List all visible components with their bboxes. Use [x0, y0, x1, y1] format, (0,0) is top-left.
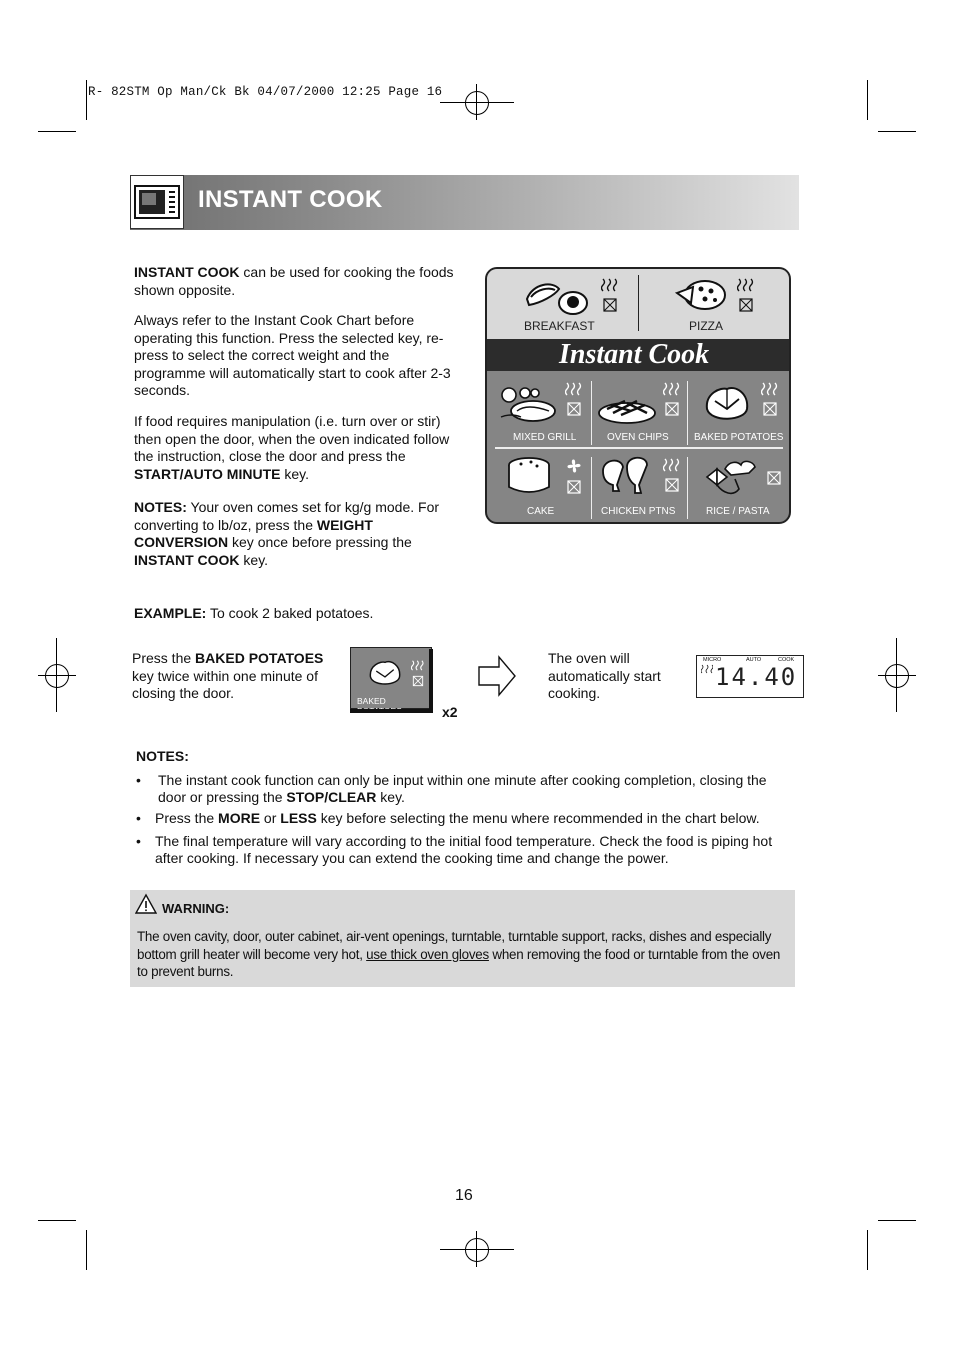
crop-mark — [86, 1230, 87, 1270]
display-label-cook: COOK — [778, 657, 795, 663]
crop-mark — [38, 1220, 76, 1221]
intro-paragraph-3: If food requires manipulation (i.e. turn over or stir) then open the door, when the oven indicated follow the instruction, close the door and press the START/AUTO MINUTE key. — [134, 413, 450, 482]
mixed-grill-icon — [497, 381, 559, 425]
example-line: EXAMPLE: To cook 2 baked potatoes. — [134, 605, 374, 621]
chicken-pieces-icon — [597, 455, 659, 501]
pizza-label: PIZZA — [689, 319, 724, 333]
example-instruction: Press the BAKED POTATOES key twice within one minute of closing the door. — [132, 650, 324, 702]
breakfast-label: BREAKFAST — [524, 319, 595, 333]
cake-label: CAKE — [527, 506, 555, 517]
oven-display — [696, 655, 804, 698]
intro-paragraph-1: INSTANT COOK can be used for cooking the foods shown opposite. — [134, 264, 454, 298]
times-label: x2 — [442, 704, 458, 720]
chicken-pieces-label: CHICKEN PTNS — [601, 506, 676, 517]
cake-icon — [505, 455, 557, 499]
panel-title: Instant Cook — [559, 339, 710, 370]
print-slug: R- 82STM Op Man/Ck Bk 04/07/2000 12:25 Page 16 — [88, 85, 443, 99]
pizza-icon — [675, 275, 729, 315]
crop-mark — [867, 80, 868, 120]
oven-chips-icon — [597, 387, 659, 427]
grill-micro-icon — [601, 277, 619, 315]
micro-icon — [765, 469, 783, 487]
grill-micro-icon — [565, 381, 583, 419]
page-number: 16 — [455, 1187, 473, 1204]
intro-paragraph-2: Always refer to the Instant Cook Chart before operating this function. Press the selected key, re-press to select the correct weight and the programme will automatically start to cook after 2-3 seconds. — [134, 312, 451, 399]
note-bullet-2: • Press the MORE or LESS key before selecting the menu where recommended in the chart below. — [136, 810, 760, 826]
microwave-icon — [130, 175, 184, 229]
warning-box — [130, 890, 795, 987]
grill-micro-icon — [663, 457, 681, 495]
rice-pasta-label: RICE / PASTA — [706, 506, 770, 517]
baked-potatoes-key — [350, 647, 432, 709]
note-bullet-1: • The instant cook function can only be input within one minute after cooking completion, closing the door or pressing the STOP/CLEAR key. — [136, 772, 767, 806]
display-label-micro: MICRO — [703, 657, 722, 663]
crop-mark — [38, 131, 76, 132]
grill-micro-icon — [737, 277, 755, 315]
baked-potatoes-icon — [365, 658, 405, 690]
warning-icon — [135, 893, 157, 915]
crop-mark — [878, 1220, 916, 1221]
grill-micro-icon — [411, 658, 425, 690]
notes-title: NOTES: — [136, 748, 189, 764]
page-title: INSTANT COOK — [198, 186, 383, 213]
breakfast-icon — [523, 275, 589, 319]
crop-mark — [867, 1230, 868, 1270]
arrow-right-icon — [477, 655, 517, 697]
grill-micro-icon — [663, 381, 681, 419]
grill-micro-icon — [761, 381, 779, 419]
baked-potatoes-icon — [701, 383, 753, 427]
result-text: The oven will automatically start cooking. — [548, 650, 661, 702]
note-bullet-3: • The final temperature will vary according to the initial food temperature. Check the food is piping hot after cooking. If necessary you can extend the cooking time and change the power. — [136, 833, 773, 867]
warning-text: The oven cavity, door, outer cabinet, air-vent openings, turntable, turntable support, racks, dishes and especially bottom grill heater will become very hot, use thick oven gloves when removing the food or turntable from the oven to prevent burns. — [137, 929, 781, 980]
baked-potatoes-label: BAKED POTATOES — [694, 432, 784, 443]
mixed-grill-label: MIXED GRILL — [513, 432, 577, 443]
oven-chips-label: OVEN CHIPS — [607, 432, 669, 443]
wave-icon — [701, 664, 713, 674]
display-time: 14.40 — [715, 663, 798, 691]
intro-notes: NOTES: Your oven comes set for kg/g mode. For converting to lb/oz, press the WEIGHT CONVERSION key once before pressing the INSTANT COOK key. — [134, 499, 440, 568]
fan-oven-icon — [565, 457, 583, 497]
rice-pasta-icon — [703, 455, 759, 501]
instant-cook-panel — [485, 267, 791, 524]
key-label: BAKED — [357, 696, 386, 706]
warning-title: WARNING: — [162, 901, 230, 916]
crop-mark — [878, 131, 916, 132]
crop-mark — [86, 80, 87, 120]
display-label-auto: AUTO — [746, 657, 762, 663]
